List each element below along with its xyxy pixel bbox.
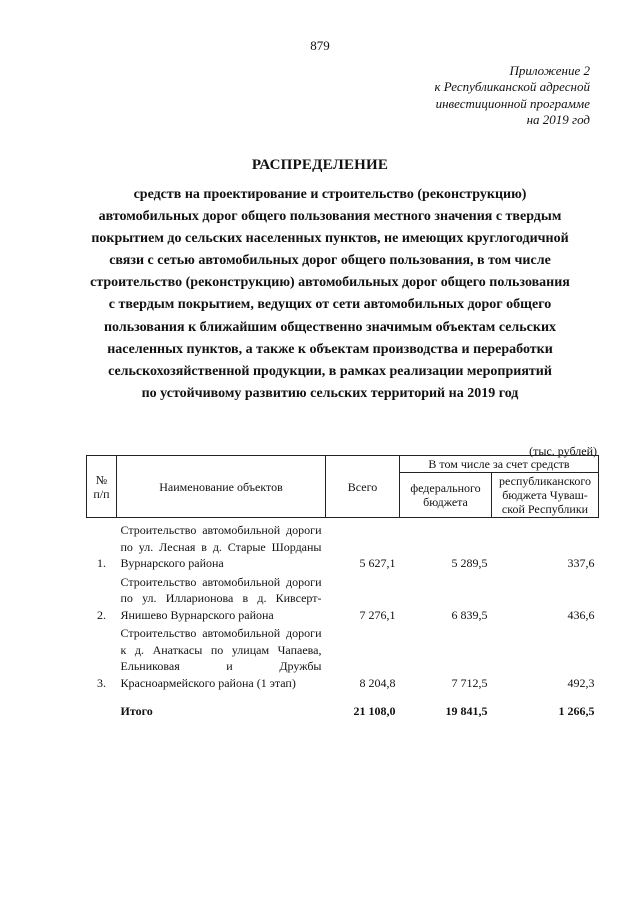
table-row — [87, 623, 599, 691]
header-republic-line: республиканского — [499, 474, 591, 488]
subtitle-line: строительство (реконструкцию) автомобильных дорог общего пользования — [90, 275, 570, 291]
appendix-line: к Республиканской адресной — [434, 79, 590, 95]
row-total: 7 276,1 — [359, 607, 396, 622]
header-republic — [492, 473, 599, 518]
appendix-note — [370, 63, 590, 128]
row-republic: 436,6 — [567, 607, 595, 622]
subtitle-line: сельскохозяйственной продукции, в рамках реализации мероприятий — [108, 363, 552, 379]
row-number: 3. — [97, 675, 106, 690]
header-number-line: п/п — [93, 486, 110, 501]
subtitle-line: пользования к ближайшим общественно значимым объектам сельских — [103, 319, 557, 335]
units-label: (тыс. рублей) — [529, 444, 597, 458]
table-row — [87, 572, 599, 624]
total-federal: 19 841,5 — [445, 704, 488, 718]
row-federal: 7 712,5 — [451, 675, 488, 690]
row-number: 2. — [97, 607, 106, 622]
subtitle-line: по устойчивому развитию сельских территорий на 2019 год — [141, 385, 519, 401]
total-number-cell — [87, 691, 117, 720]
header-federal-line: бюджета — [423, 495, 468, 509]
document-subtitle — [80, 184, 580, 405]
appendix-line: на 2019 год — [526, 111, 590, 127]
row-federal: 5 289,5 — [451, 556, 488, 570]
total-sum: 21 108,0 — [353, 704, 396, 718]
header-name: Наименование объектов — [117, 456, 326, 518]
row-total: 8 204,8 — [359, 675, 396, 690]
table-row — [87, 518, 599, 572]
header-federal-line: федерального — [410, 481, 481, 495]
row-total: 5 627,1 — [359, 556, 396, 570]
total-republic: 1 266,5 — [558, 704, 595, 718]
appendix-line: Приложение 2 — [509, 63, 590, 78]
header-number — [87, 456, 117, 518]
subtitle-line: автомобильных дорог общего пользования местного значения с твердым — [98, 209, 562, 225]
subtitle-line: связи с сетью автомобильных дорог общего пользования, в том числе — [109, 253, 551, 269]
row-name: Строительство автомобильной дороги к д. Анаткасы по улицам Чапаева, Ельниковая и Дружбы Красноармейского района (1 этап) — [120, 626, 322, 690]
subtitle-line: с твердым покрытием, ведущих от сети автомобильных дорог общего — [108, 297, 552, 313]
header-number-line: № — [95, 472, 108, 487]
header-republic-line: ской Республики — [501, 502, 589, 516]
row-number: 1. — [97, 556, 106, 570]
distribution-table — [86, 455, 599, 720]
header-federal — [400, 473, 492, 518]
appendix-line: инвестиционной программе — [435, 95, 590, 111]
total-label: Итого — [120, 704, 153, 718]
row-republic: 492,3 — [567, 675, 595, 690]
row-republic: 337,6 — [567, 556, 595, 570]
row-name: Строительство автомобильной дороги по ул. Илларионова в д. Кивсерт-Янишево Вурнарского района — [120, 574, 322, 622]
header-total: Всего — [326, 456, 400, 518]
subtitle-line: населенных пунктов, а также к объектам производства и переработки — [107, 341, 553, 357]
header-group: В том числе за счет средств — [400, 456, 599, 473]
header-republic-line: бюджета Чуваш- — [502, 488, 588, 502]
page-number: 879 — [310, 38, 330, 53]
subtitle-line: покрытием до сельских населенных пунктов, не имеющих круглогодичной — [91, 231, 569, 247]
row-federal: 6 839,5 — [451, 607, 488, 622]
table-header-row — [87, 456, 599, 473]
row-name: Строительство автомобильной дороги по ул. Лесная в д. Старые Шорданы Вурнарского района — [120, 523, 322, 570]
total-row — [87, 691, 599, 720]
document-title: РАСПРЕДЕЛЕНИЕ — [251, 157, 389, 173]
subtitle-line: средств на проектирование и строительство (реконструкцию) — [133, 187, 527, 202]
